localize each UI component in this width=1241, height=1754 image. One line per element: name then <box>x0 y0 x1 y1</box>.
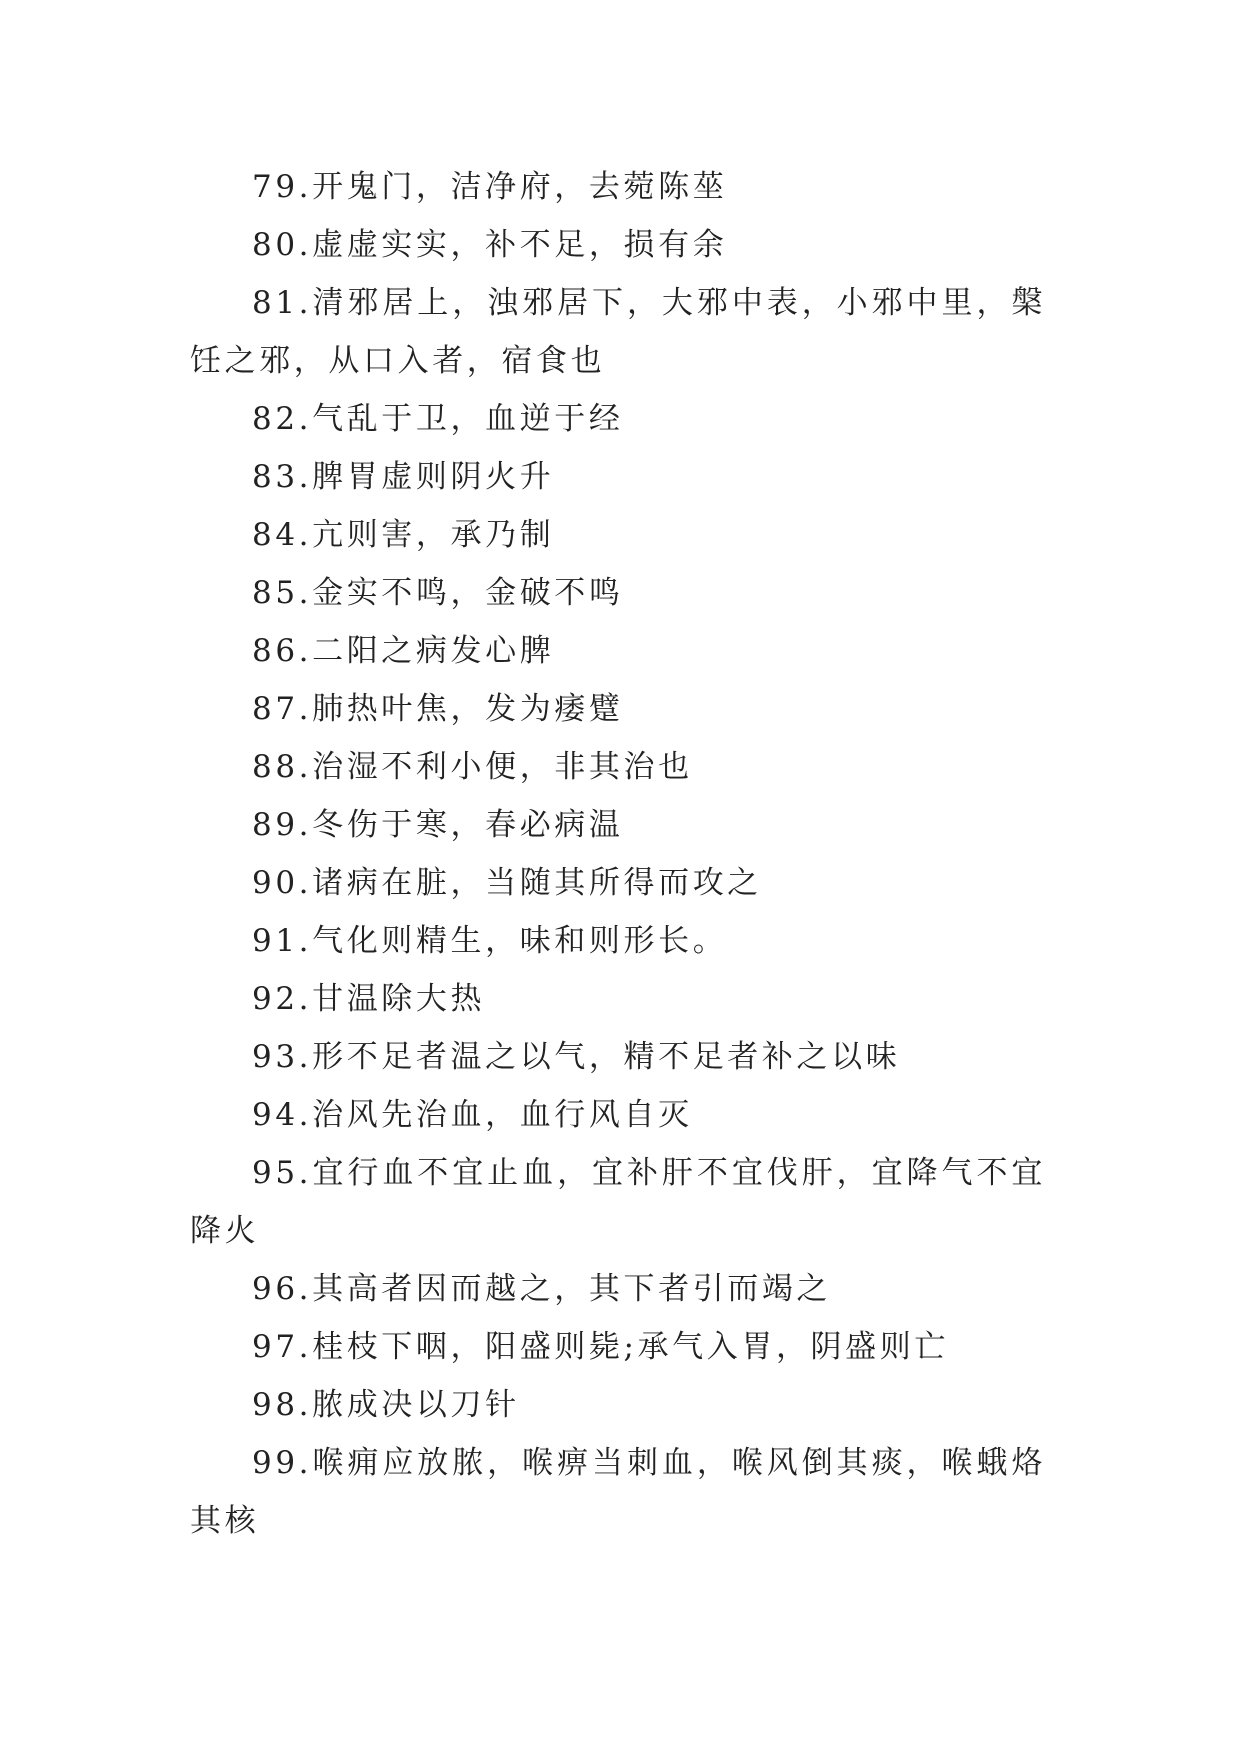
paragraph-96: 96.其高者因而越之，其下者引而竭之 <box>252 1271 832 1307</box>
paragraph-95: 95.宜行血不宜止血，宜补肝不宜伐肝，宜降气不宜降火 <box>190 1155 1046 1249</box>
paragraph-81: 81.清邪居上，浊邪居下，大邪中表，小邪中里，槃饪之邪，从口入者，宿食也 <box>190 285 1046 379</box>
paragraph-84: 84.亢则害，承乃制 <box>252 517 555 553</box>
paragraph-86: 86.二阳之病发心脾 <box>252 633 555 669</box>
paragraph-93: 93.形不足者温之以气，精不足者补之以味 <box>252 1039 901 1075</box>
paragraph-79: 79.开鬼门，洁净府，去菀陈莝 <box>252 169 728 205</box>
paragraph-80: 80.虚虚实实，补不足，损有余 <box>252 227 728 263</box>
paragraph-94: 94.治风先治血，血行风自灭 <box>252 1097 693 1133</box>
paragraph-97: 97.桂枝下咽，阳盛则毙;承气入胃，阴盛则亡 <box>252 1329 949 1365</box>
paragraph-89: 89.冬伤于寒，春必病温 <box>252 807 624 843</box>
paragraph-91: 91.气化则精生，味和则形长。 <box>252 923 728 959</box>
paragraph-90: 90.诸病在脏，当随其所得而攻之 <box>252 865 762 901</box>
paragraph-87: 87.肺热叶焦，发为痿躄 <box>252 691 624 727</box>
paragraph-83: 83.脾胃虚则阴火升 <box>252 459 555 495</box>
paragraph-99: 99.喉痈应放脓，喉痹当刺血，喉风倒其痰，喉蛾烙其核 <box>190 1445 1046 1539</box>
paragraph-92: 92.甘温除大热 <box>252 981 486 1017</box>
paragraph-85: 85.金实不鸣，金破不鸣 <box>252 575 624 611</box>
paragraph-82: 82.气乱于卫，血逆于经 <box>252 401 624 437</box>
document-body <box>190 158 1046 1550</box>
paragraph-98: 98.脓成决以刀针 <box>252 1387 520 1423</box>
paragraph-88: 88.治湿不利小便，非其治也 <box>252 749 693 785</box>
